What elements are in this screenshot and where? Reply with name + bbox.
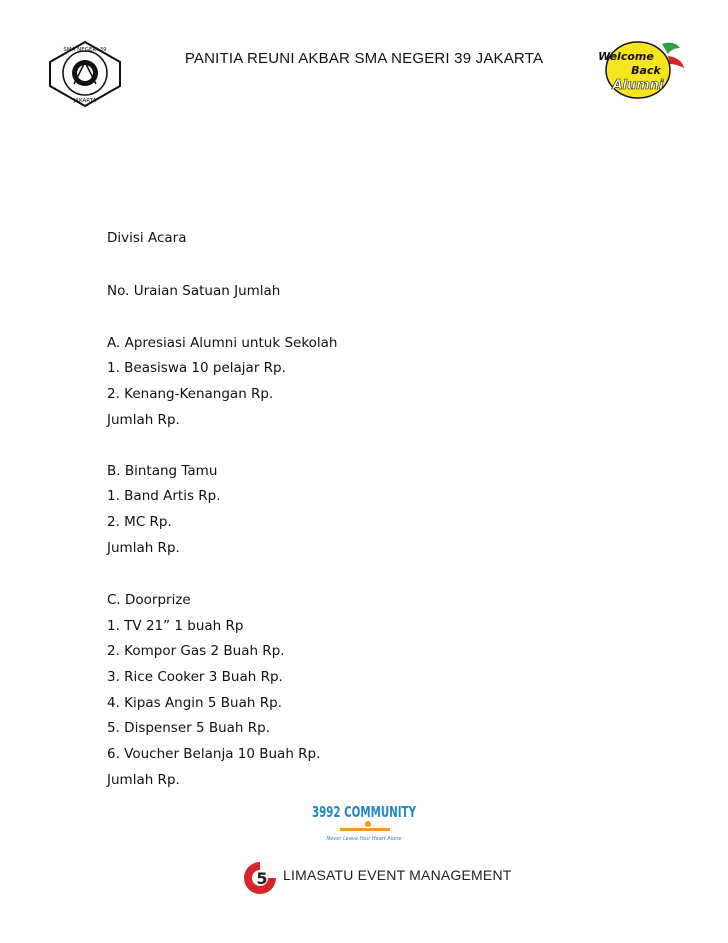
organizer-name: LIMASATU EVENT MANAGEMENT bbox=[283, 867, 512, 883]
logo-back-text: Back bbox=[631, 64, 661, 77]
list-item: 2. Kompor Gas 2 Buah Rp. bbox=[107, 643, 285, 659]
community-logo-text: 3992 COMMUNITY bbox=[312, 803, 417, 821]
welcome-back-alumni-logo bbox=[598, 34, 688, 102]
list-item: 5. Dispenser 5 Buah Rp. bbox=[107, 720, 271, 736]
section-a-total: Jumlah Rp. bbox=[107, 412, 180, 428]
header-title: PANITIA REUNI AKBAR SMA NEGERI 39 JAKARTA bbox=[184, 50, 544, 67]
division-title: Divisi Acara bbox=[107, 230, 187, 246]
section-b-total: Jumlah Rp. bbox=[107, 540, 180, 556]
section-c-total: Jumlah Rp. bbox=[107, 772, 180, 788]
section-c-title: C. Doorprize bbox=[107, 592, 191, 608]
list-item: 4. Kipas Angin 5 Buah Rp. bbox=[107, 695, 282, 711]
section-a-title: A. Apresiasi Alumni untuk Sekolah bbox=[107, 335, 338, 351]
logo-welcome-text: Welcome bbox=[598, 50, 654, 63]
list-item: 2. MC Rp. bbox=[107, 514, 172, 530]
seal-top-text: SMA NEGERI 39 bbox=[63, 47, 107, 53]
logo-alumni-text: Alumni bbox=[612, 78, 664, 93]
list-item: 6. Voucher Belanja 10 Buah Rp. bbox=[107, 746, 321, 762]
community-logo bbox=[310, 802, 418, 844]
list-item: 1. Beasiswa 10 pelajar Rp. bbox=[107, 360, 286, 376]
list-item: 2. Kenang-Kenangan Rp. bbox=[107, 386, 274, 402]
table-header: No. Uraian Satuan Jumlah bbox=[107, 283, 281, 299]
limasatu-logo bbox=[240, 860, 280, 894]
list-item: 1. Band Artis Rp. bbox=[107, 488, 221, 504]
list-item: 1. TV 21” 1 buah Rp bbox=[107, 618, 244, 634]
section-b-title: B. Bintang Tamu bbox=[107, 463, 218, 479]
list-item: 3. Rice Cooker 3 Buah Rp. bbox=[107, 669, 283, 685]
seal-bottom-text: JAKARTA bbox=[73, 98, 97, 104]
community-tagline: Never Leave Your Heart Alone bbox=[326, 836, 402, 842]
limasatu-logo-number: 5 bbox=[256, 869, 268, 888]
